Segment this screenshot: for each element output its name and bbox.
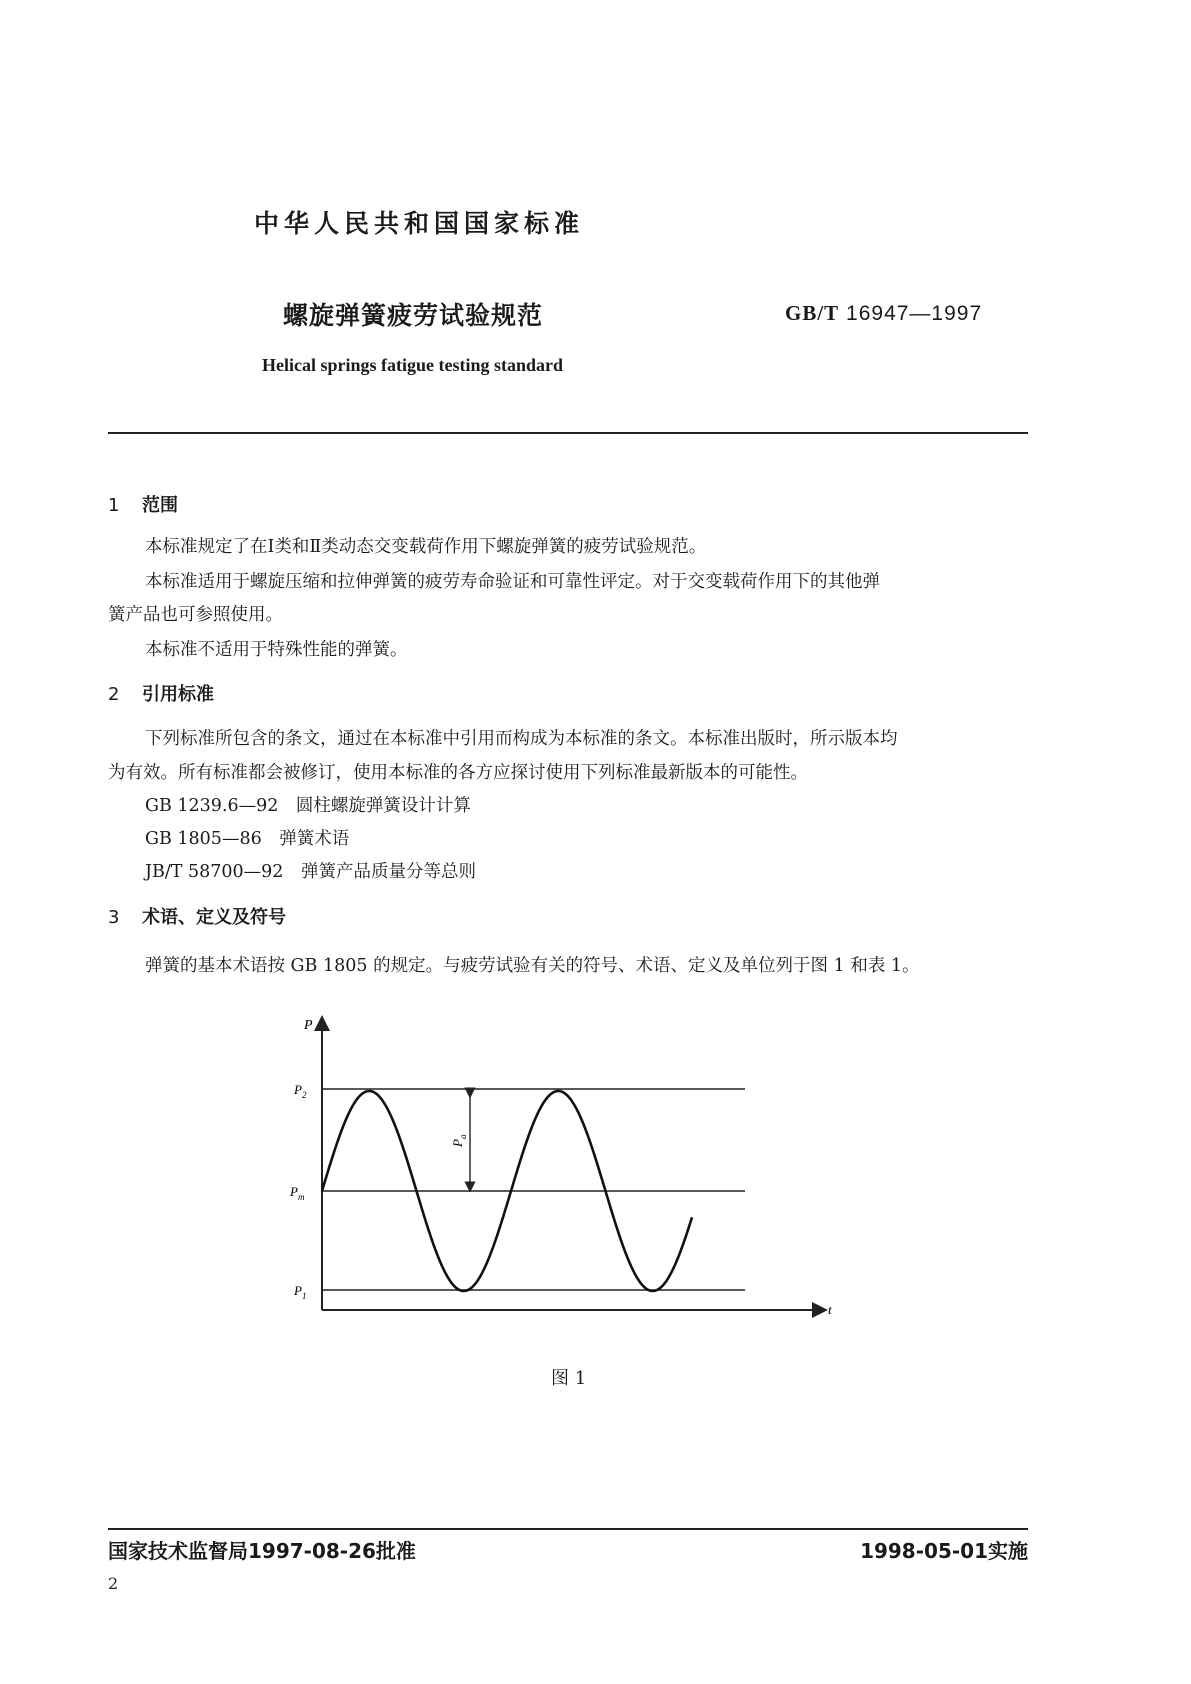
national-standard-heading: 中华人民共和国国家标准: [254, 209, 585, 238]
section-1-para-2-line-2: 簧产品也可参照使用。: [108, 605, 283, 625]
figure-1-load-diagram: [280, 1005, 850, 1325]
reference-item: GB 1239.6—92 圆柱螺旋弹簧设计计算: [145, 796, 471, 816]
section-1-title: 范围: [142, 495, 178, 516]
section-2-heading: [108, 680, 214, 706]
x-axis-label: t: [828, 1302, 832, 1317]
section-1-para-3: 本标准不适用于特殊性能的弹簧。: [145, 640, 408, 660]
reference-item: JB/T 58700—92 弹簧产品质量分等总则: [145, 862, 476, 882]
section-3-para: 弹簧的基本术语按 GB 1805 的规定。与疲劳试验有关的符号、术语、定义及单位列于图 1 和表 1。: [145, 956, 920, 976]
max-load-label: $P_2$: [294, 1082, 307, 1100]
section-1-para-2-line-1: 本标准适用于螺旋压缩和拉伸弹簧的疲劳寿命验证和可靠性评定。对于交变载荷作用下的其他弹: [145, 572, 880, 592]
page-number: 2: [108, 1574, 119, 1593]
standard-title-cn: 螺旋弹簧疲劳试验规范: [283, 301, 544, 330]
standard-code: [785, 301, 982, 326]
section-3-heading: [108, 903, 286, 929]
section-2-para-line-1: 下列标准所包含的条文，通过在本标准中引用而构成为本标准的条文。本标准出版时，所示版本均: [145, 729, 898, 749]
amplitude-label: $P_a$: [450, 1134, 468, 1147]
code-number: 16947—1997: [846, 302, 983, 325]
code-prefix: GB/T: [785, 301, 840, 325]
section-2-number: 2: [108, 684, 120, 705]
section-2-title: 引用标准: [142, 684, 214, 705]
min-load-label: $P_1$: [294, 1283, 307, 1301]
section-3-title: 术语、定义及符号: [142, 907, 286, 928]
section-1-para-1: 本标准规定了在Ⅰ类和Ⅱ类动态交变载荷作用下螺旋弹簧的疲劳试验规范。: [145, 537, 707, 557]
section-1-heading: [108, 491, 178, 517]
standard-title-en: Helical springs fatigue testing standard: [262, 355, 564, 375]
footer-divider: [108, 1528, 1028, 1530]
approval-date: 国家技术监督局1997-08-26批准: [108, 1539, 416, 1563]
y-axis-label: P: [304, 1018, 313, 1033]
reference-item: GB 1805—86 弹簧术语: [145, 829, 350, 849]
section-2-para-line-2: 为有效。所有标准都会被修订，使用本标准的各方应探讨使用下列标准最新版本的可能性。: [108, 763, 808, 783]
section-3-number: 3: [108, 907, 120, 928]
mean-load-label: $P_m$: [290, 1184, 305, 1202]
header-divider: [108, 432, 1028, 434]
section-1-number: 1: [108, 495, 120, 516]
figure-1-caption: 图 1: [551, 1368, 587, 1389]
effective-date: 1998-05-01实施: [860, 1539, 1028, 1563]
